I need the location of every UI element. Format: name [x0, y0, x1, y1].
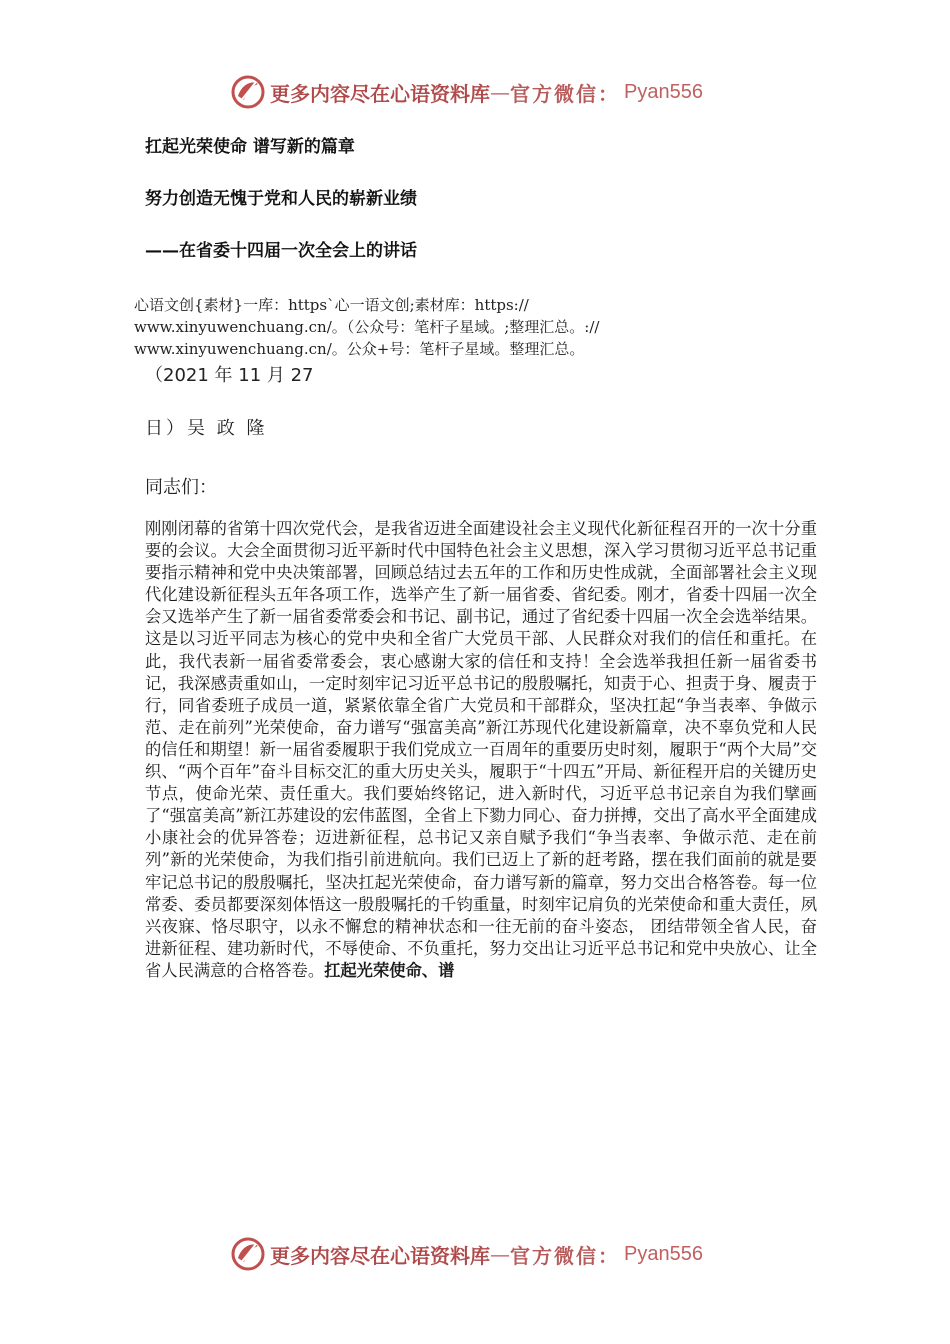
- body-bold-tail: 扛起光荣使命、谱: [324, 960, 455, 980]
- banner-separator: —: [490, 80, 510, 104]
- logo-icon: [230, 74, 266, 110]
- banner-title: 更多内容尽在心语资料库: [270, 1243, 490, 1268]
- title-line-3: ——在省委十四届一次全会上的讲话: [145, 241, 417, 261]
- banner-subtitle: 官方微信：: [510, 1243, 620, 1268]
- logo-icon: [230, 1236, 266, 1272]
- header-banner: [230, 72, 730, 112]
- body-text: 刚刚闭幕的省第十四次党代会，是我省迈进全面建设社会主义现代化新征程召开的一次十分重要的会议。大会全面贯彻习近平新时代中国特色社会主义思想，深入学习贯彻习近平总书记重要指示精神和党中央决策部署，回顾总结过去五年的工作和历史性成就，全面部署社会主义现代化建设新征程头五年各项工作，选举产生了新一届省委、省纪委。刚才，省委十四届一次全会又选举产生了新一届省委常委会和书记、副书记，通过了省纪委十四届一次全会选举结果。这是以习近平同志为核心的党中央和全省广大党员干部、人民群众对我们的信任和重托。在此，我代表新一届省委常委会，衷心感谢大家的信任和支持！全会选举我担任新一届省委书记，我深感责重如山，一定时刻牢记习近平总书记的殷殷嘱托，知责于心、担责于身、履责于行，同省委班子成员一道，紧紧依靠全省广大党员和干部群众，坚决扛起“争当表率、争做示范、走在前列”光荣使命，奋力谱写“强富美高”新江苏现代化建设新篇章，决不辜负党和人民的信任和期望！新一届省委履职于我们党成立一百周年的重要历史时刻，履职于“两个大局”交织、“两个百年”奋斗目标交汇的重大历史关头，履职于“十四五”开局、新征程开启的关键历史节点，使命光荣、责任重大。我们要始终铭记，进入新时代，习近平总书记亲自为我们擘画了“强富美高”新江苏建设的宏伟蓝图，全省上下勠力同心、奋力拼搏，交出了高水平全面建成小康社会的优异答卷；迈进新征程，总书记又亲自赋予我们“争当表率、争做示范、走在前列”新的光荣使命，为我们指引前进航向。我们已迈上了新的赶考路，摆在我们面前的就是要牢记总书记的殷殷嘱托，坚决扛起光荣使命，奋力谱写新的篇章，努力交出合格答卷。每一位常委、委员都要深刻体悟这一殷殷嘱托的千钧重量，时刻牢记肩负的光荣使命和重大责任，夙兴夜寐、恪尽职守，以永不懈怠的精神状态和一往无前的奋斗姿态， 团结带领全省人民，奋进新征程、建功新时代，不辱使命、不负重托，努力交出让习近平总书记和党中央放心、让全省人民满意的合格答卷。: [145, 519, 817, 980]
- body-paragraph: [145, 518, 817, 982]
- banner-separator: —: [490, 1242, 510, 1266]
- source-note: 心语文创{素材}一库：https`心一语文创;素材库：https:// www.xinyuwenchuang.cn/。（公众号：笔杆子星域。;整理汇总。:// www.xinyuwenchuang.cn/。公众+号：笔杆子星域。整理汇总。: [134, 296, 600, 358]
- banner-subtitle: 官方微信：: [510, 81, 620, 106]
- banner-wechat-id: Pyan556: [624, 80, 703, 103]
- footer-banner: [230, 1234, 730, 1274]
- title-line-1: 扛起光荣使命 谱写新的篇章: [145, 137, 355, 157]
- banner-wechat-id: Pyan556: [624, 1242, 703, 1265]
- banner-title: 更多内容尽在心语资料库: [270, 81, 490, 106]
- date-line: （2021 年 11 月 27: [145, 365, 314, 386]
- author-line: 日）吴 政 隆: [145, 418, 268, 439]
- title-line-2: 努力创造无愧于党和人民的崭新业绩: [145, 189, 417, 209]
- greeting: 同志们：: [145, 477, 217, 498]
